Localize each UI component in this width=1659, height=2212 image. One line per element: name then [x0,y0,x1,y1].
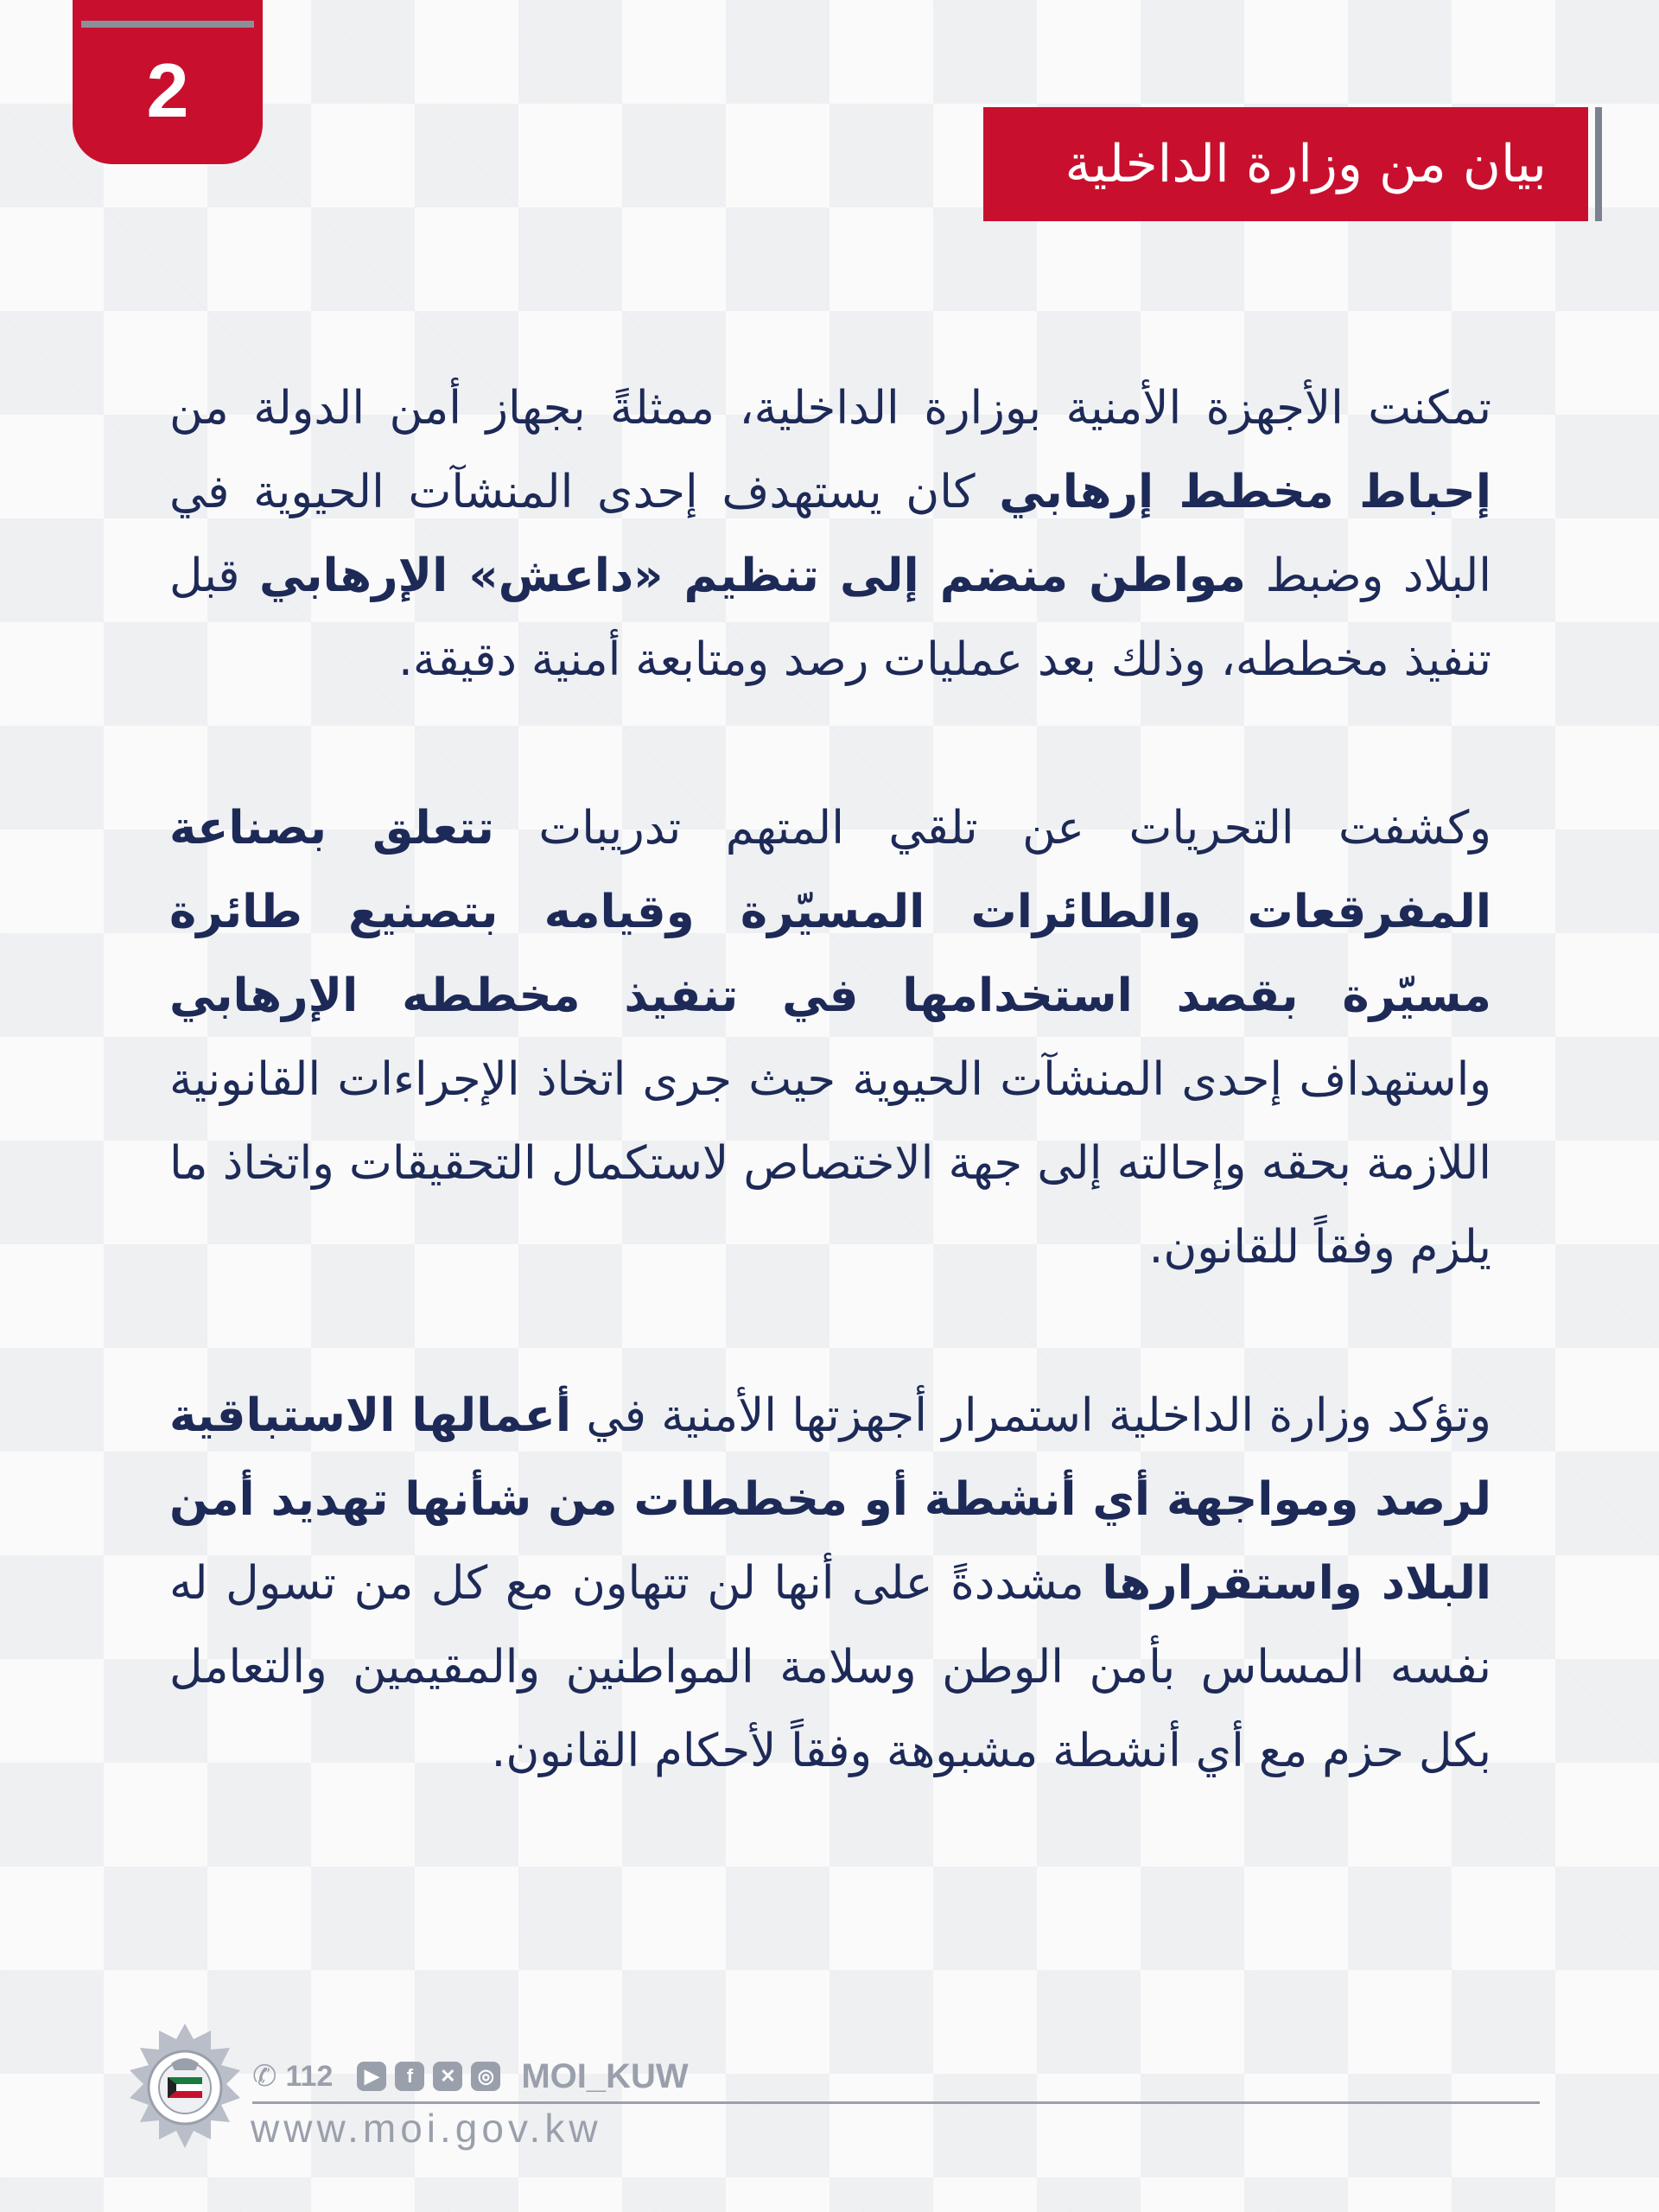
phone-icon: ✆ [252,2060,277,2093]
social-handle[interactable]: MOI_KUW [521,2056,689,2095]
page-number-tab [73,0,263,164]
title-banner [983,107,1588,221]
text-segment: وكشفت التحريات عن تلقي المتهم تدريبات [493,802,1491,855]
page-number: 2 [146,48,189,133]
facebook-icon[interactable]: f [395,2062,424,2091]
text-segment: مشددةً على أنها لن تتهاون مع كل من تسول له نفسه المساس بأمن الوطن وسلامة المواطنين والمقيمين والتعامل بكل حزم مع أي أنشطة مشبوهة وفقاً لأحكام القانون. [169,1557,1491,1777]
text-segment: كان يستهدف إحدى المنشآت الحيوية في البلاد وضبط [169,466,1491,602]
youtube-icon[interactable]: ▶ [357,2062,386,2091]
instagram-icon[interactable]: ◎ [471,2062,500,2091]
kuwait-police-logo-icon [121,2022,249,2150]
statement-body [169,366,1491,1878]
bold-text-segment: تتعلق بصناعة المفرقعات والطائرات المسيّرة وقيامه بتصنيع طائرة مسيّرة بقصد استخدامها في تنفيذ مخططه الإرهابي [169,802,1491,1022]
footer-divider [252,2101,1540,2104]
text-segment: وتؤكد وزارة الداخلية استمرار أجهزتها الأمنية في [571,1389,1491,1442]
contact-row [252,2056,689,2096]
website-link[interactable]: www.moi.gov.kw [251,2106,602,2151]
paragraph-3 [169,1374,1491,1793]
text-segment: قبل تنفيذ مخططه، وذلك بعد عمليات رصد ومتابعة أمنية دقيقة. [169,550,1491,686]
bold-text-segment: إحباط مخطط إرهابي [999,466,1492,518]
tab-divider [81,21,254,28]
bold-text-segment: أعمالها الاستباقية لرصد ومواجهة أي أنشطة أو مخططات من شأنها تهديد أمن البلاد واستقرارها [169,1389,1492,1610]
footer [121,2022,1538,2195]
page-title: بيان من وزارة الداخلية [1065,134,1547,194]
phone-number: 112 [285,2059,334,2093]
x-icon[interactable]: ✕ [433,2062,462,2091]
paragraph-2 [169,786,1491,1289]
banner-accent-bar [1595,107,1602,221]
text-segment: تمكنت الأجهزة الأمنية بوزارة الداخلية، ممثلةً بجهاز أمن الدولة من [169,382,1491,435]
text-segment: واستهداف إحدى المنشآت الحيوية حيث جرى اتخاذ الإجراءات القانونية اللازمة بحقه وإحالته إلى جهة الاختصاص لاستكمال التحقيقات واتخاذ ما يلزم وفقاً للقانون. [169,1053,1491,1274]
paragraph-1 [169,366,1491,702]
bold-text-segment: مواطن منضم إلى تنظيم «داعش» الإرهابي [258,550,1246,602]
